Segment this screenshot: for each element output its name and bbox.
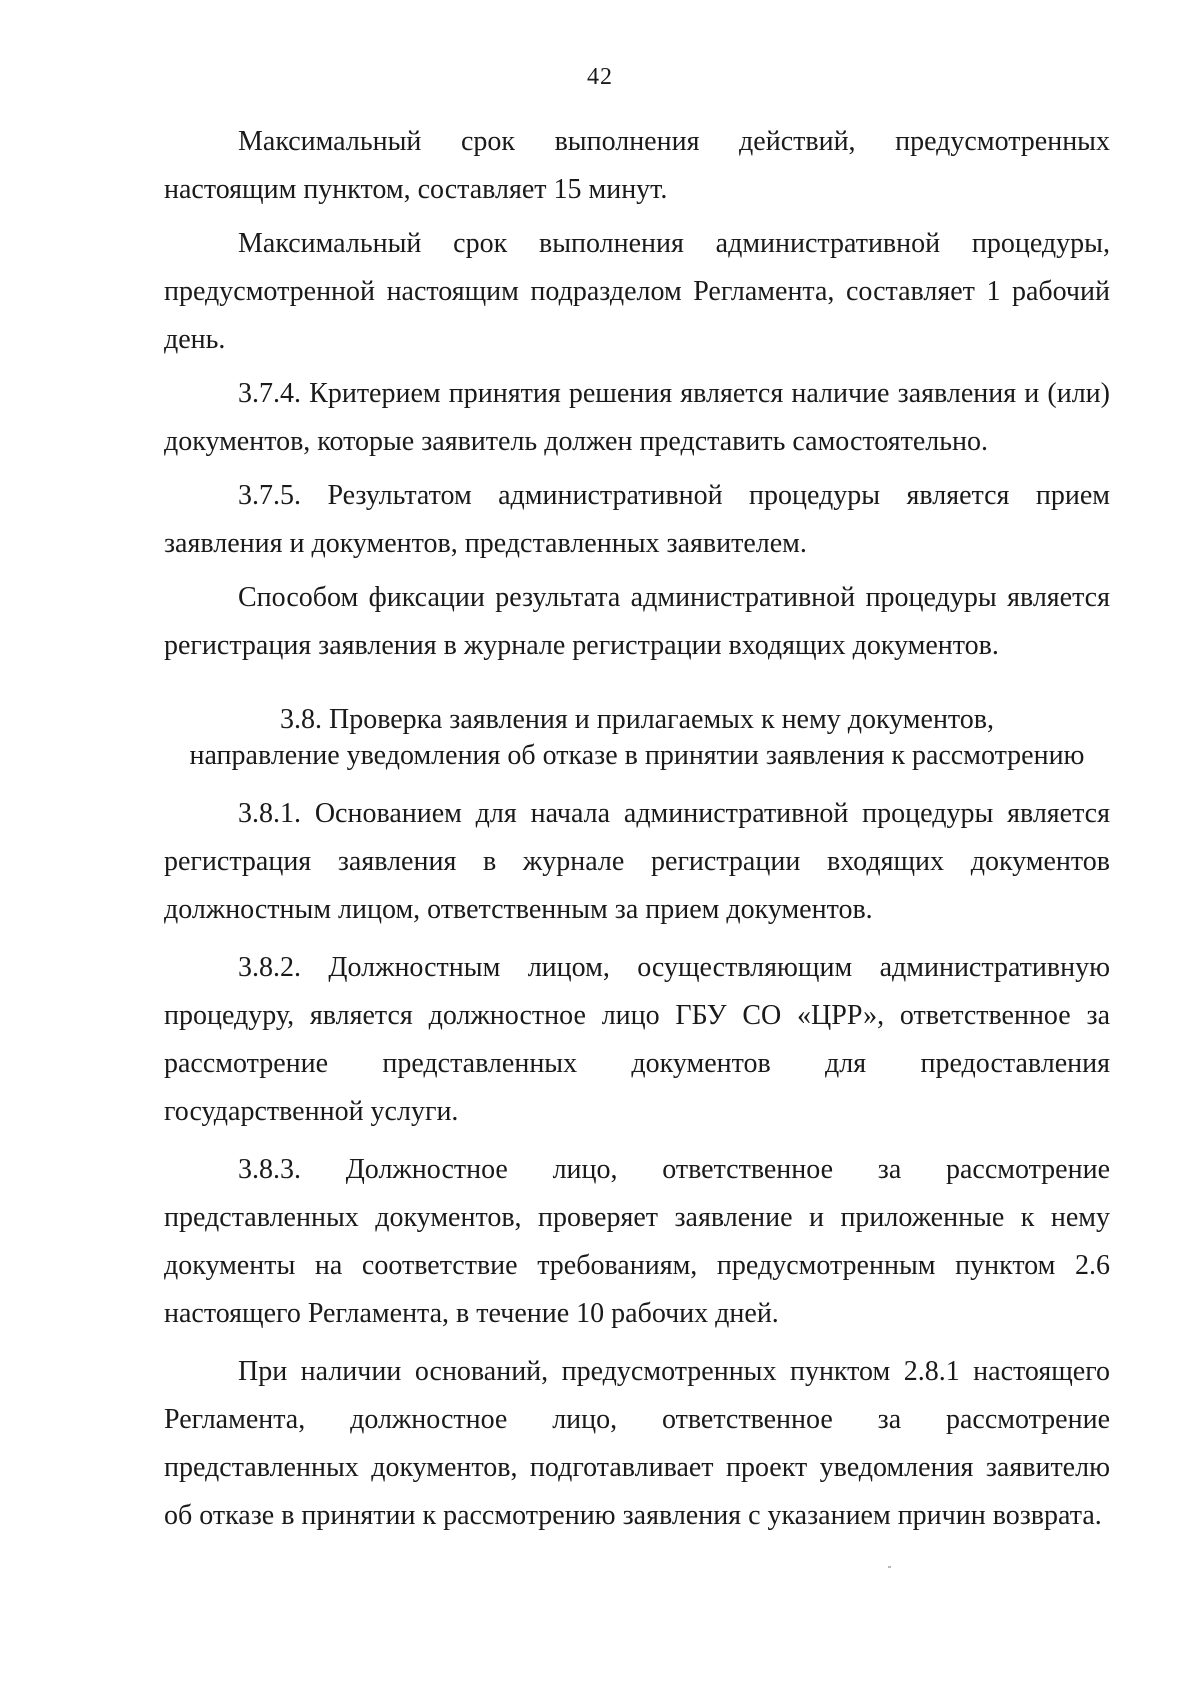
section-heading-3-8 xyxy=(164,702,1110,774)
paragraph-3-7-5: 3.7.5. Результатом административной процедуры является прием заявления и документов, представленных заявителем. xyxy=(164,480,1110,559)
paragraph-3-8-2: 3.8.2. Должностным лицом, осуществляющим административную процедуру, является должностное лицо ГБУ СО «ЦРР», ответственное за рассмотрение представленных документов для предоставления государственной услуги. xyxy=(164,952,1110,1127)
paragraph-max-action-time: Максимальный срок выполнения действий, предусмотренных настоящим пунктом, составляет 15 минут. xyxy=(164,126,1110,205)
scan-speck xyxy=(888,1566,891,1568)
paragraph-max-procedure-time: Максимальный срок выполнения административной процедуры, предусмотренной настоящим подразделом Регламента, составляет 1 рабочий день. xyxy=(164,228,1110,355)
section-heading-line-2: направление уведомления об отказе в принятии заявления к рассмотрению xyxy=(189,740,1085,771)
paragraph-3-7-4: 3.7.4. Критерием принятия решения является наличие заявления и (или) документов, которые заявитель должен представить самостоятельно. xyxy=(164,378,1110,457)
paragraph-fixation-method: Способом фиксации результата административной процедуры является регистрация заявления в журнале регистрации входящих документов. xyxy=(164,582,1110,661)
paragraph-3-8-1: 3.8.1. Основанием для начала административной процедуры является регистрация заявления в журнале регистрации входящих документов должностным лицом, ответственным за прием документов. xyxy=(164,798,1110,925)
paragraph-refusal-grounds: При наличии оснований, предусмотренных пунктом 2.8.1 настоящего Регламента, должностное лицо, ответственное за рассмотрение представленных документов, подготавливает проект уведомления заявителю об отказе в принятии к рассмотрению заявления с указанием причин возврата. xyxy=(164,1356,1110,1531)
document-body xyxy=(164,118,1110,1540)
section-heading-line-1: 3.8. Проверка заявления и прилагаемых к нему документов, xyxy=(279,704,995,735)
page-number: 42 xyxy=(587,64,613,90)
paragraph-3-8-3: 3.8.3. Должностное лицо, ответственное за рассмотрение представленных документов, проверяет заявление и приложенные к нему документы на соответствие требованиям, предусмотренным пунктом 2.6 настоящего Регламента, в течение 10 рабочих дней. xyxy=(164,1154,1110,1329)
